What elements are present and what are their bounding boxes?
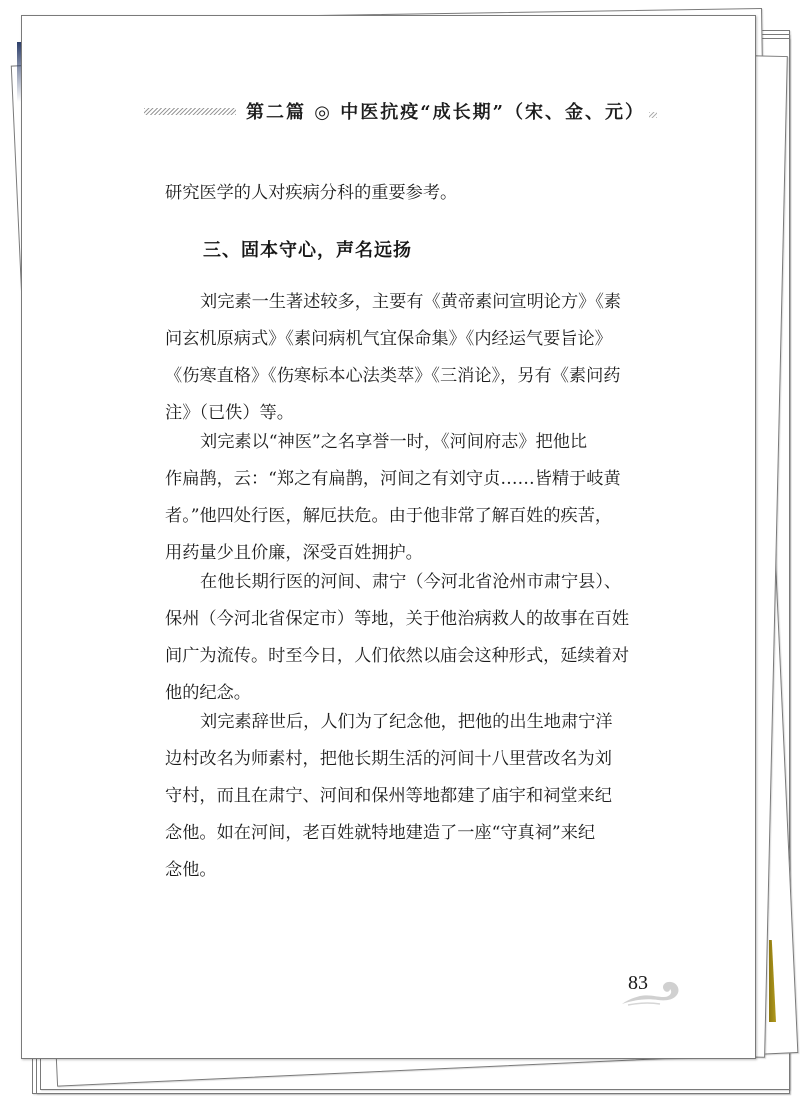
chapter-title: 第二篇 ◎ 中医抗疫“成长期”（宋、金、元）	[246, 102, 645, 123]
text-line: 刘完素辞世后，人们为了纪念他，把他的出生地肃宁洋	[200, 712, 613, 732]
text-line: 保州（今河北省保定市）等地，关于他治病救人的故事在百姓	[165, 609, 630, 629]
section-heading: 三、固本守心，声名远扬	[203, 240, 412, 261]
page-number: 83	[628, 972, 648, 994]
paragraph	[165, 704, 635, 889]
text-line: 刘完素一生著述较多，主要有《黄帝素问宣明论方》《素	[200, 292, 622, 312]
paragraph	[165, 564, 635, 712]
text-line: 注》（已佚）等。	[165, 403, 294, 423]
hatch-mark	[649, 112, 657, 118]
text-line: 间广为流传。时至今日，人们依然以庙会这种形式，延续着对	[165, 646, 630, 666]
running-head	[144, 96, 674, 126]
paragraph	[165, 424, 635, 572]
text-line: 在他长期行医的河间、肃宁（今河北省沧州市肃宁县）、	[200, 572, 622, 592]
hatch-rule	[144, 108, 236, 115]
text-line: 研究医学的人对疾病分科的重要参考。	[165, 183, 458, 203]
paragraph	[165, 284, 635, 432]
text-line: 他的纪念。	[165, 683, 251, 703]
text-line: 刘完素以“神医”之名享誉一时，《河间府志》把他比	[200, 432, 588, 452]
text-line: 作扁鹊，云：“郑之有扁鹊，河间之有刘守贞……皆精于岐黄	[165, 469, 621, 489]
text-line: 念他。	[165, 860, 217, 880]
text-line: 用药量少且价廉，深受百姓拥护。	[165, 543, 423, 563]
text-line: 守村，而且在肃宁、河间和保州等地都建了庙宇和祠堂来纪	[165, 786, 612, 806]
text-line: 念他。如在河间，老百姓就特地建造了一座“守真祠”来纪	[165, 823, 596, 843]
text-line: 问玄机原病式》《素问病机气宜保命集》《内经运气要旨论》	[165, 329, 612, 349]
text-line: 者。”他四处行医，解厄扶危。由于他非常了解百姓的疾苦，	[165, 506, 613, 526]
lead-line-paragraph	[165, 175, 635, 212]
text-line: 边村改名为师素村，把他长期生活的河间十八里营改名为刘	[165, 749, 612, 769]
text-line: 《伤寒直格》《伤寒标本心法类萃》《三消论》，另有《素问药	[165, 366, 621, 386]
